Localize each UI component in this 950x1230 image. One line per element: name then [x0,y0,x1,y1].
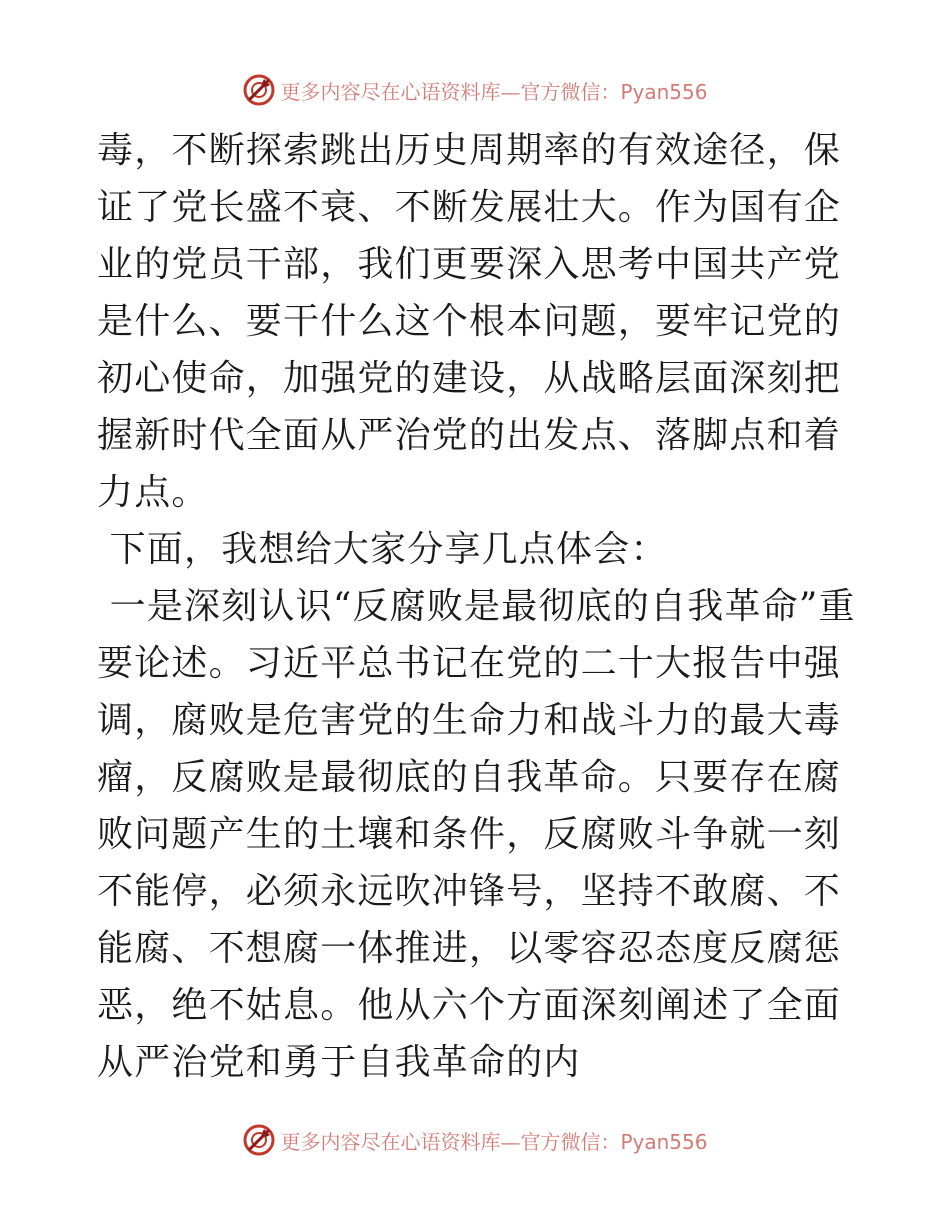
paragraph-1: 毒，不断探索跳出历史周期率的有效途径，保证了党长盛不衰、不断发展壮大。作为国有企业的党员干部，我们更要深入思考中国共产党是什么、要干什么这个根本问题，要牢记党的初心使命，加强党的建设，从战略层面深刻把握新时代全面从严治党的出发点、落脚点和着力点。 [97,130,842,513]
logo-icon [242,1123,276,1157]
document-body [97,122,857,1091]
watermark-text: 更多内容尽在心语资料库—官方微信：Pyan556 [280,79,708,104]
paragraph-2: 下面，我想给大家分享几点体会： [97,529,668,570]
header-watermark [0,70,950,110]
footer-watermark [0,1120,950,1160]
watermark-text: 更多内容尽在心语资料库—官方微信：Pyan556 [280,1129,708,1154]
paragraph-3: 一是深刻认识“反腐败是最彻底的自我革命”重要论述。习近平总书记在党的二十大报告中强调，腐败是危害党的生命力和战斗力的最大毒瘤，反腐败是最彻底的自我革命。只要存在腐败问题产生的土壤和条件，反腐败斗争就一刻不能停，必须永远吹冲锋号，坚持不敢腐、不能腐、不想腐一体推进，以零容忍态度反腐惩恶，绝不姑息。他从六个方面深刻阐述了全面从严治党和勇于自我革命的内 [97,586,856,1083]
logo-icon [242,73,276,107]
